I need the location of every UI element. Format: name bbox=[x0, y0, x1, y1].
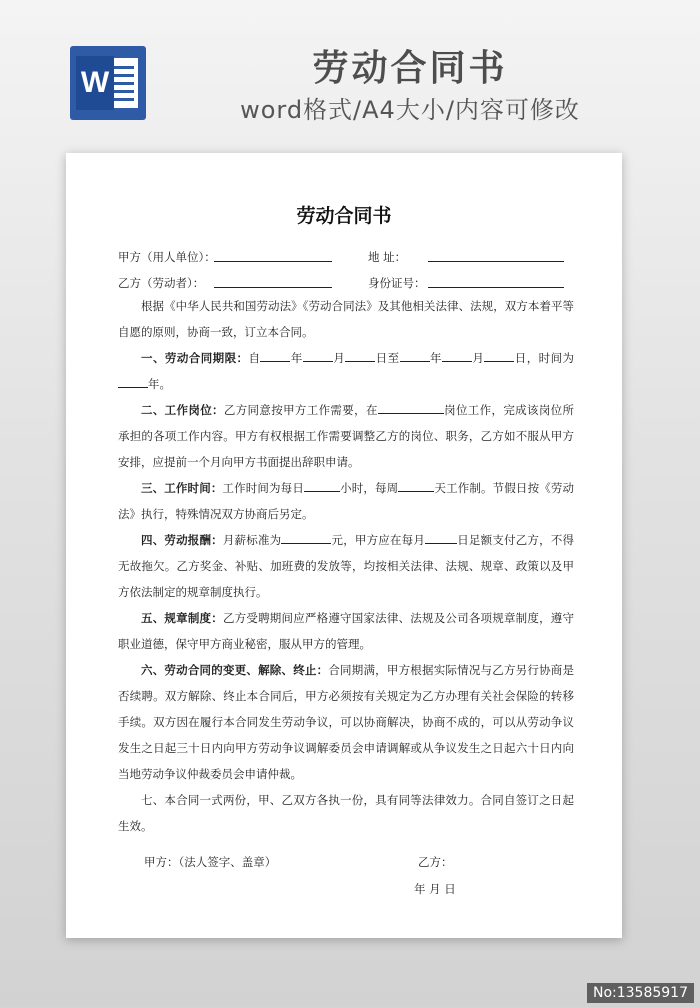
header-subtitle: word格式/A4大小/内容可修改 bbox=[240, 96, 580, 124]
party-b-label: 乙方（劳动者）： bbox=[118, 276, 205, 290]
signature-party-a: 甲方：（法人签字、盖章） bbox=[144, 855, 277, 869]
document-page bbox=[66, 153, 622, 938]
address-field[interactable] bbox=[428, 261, 564, 262]
svg-text:W: W bbox=[80, 66, 110, 99]
section-1-term: 一、劳动合同期限：自 年 月 日至 年 月 日，时间为年。 bbox=[118, 345, 574, 397]
party-b-field[interactable] bbox=[214, 287, 332, 288]
document-title: 劳动合同书 bbox=[296, 205, 392, 227]
image-id-badge: No:13585917 bbox=[587, 983, 694, 1003]
party-a-field[interactable] bbox=[214, 261, 332, 262]
signature-party-b: 乙方： bbox=[418, 855, 453, 869]
header-title: 劳动合同书 bbox=[312, 48, 508, 89]
section-4-pay: 四、劳动报酬：月薪标准为 元，甲方应在每月 日足额支付乙方，不得无故拖欠。乙方奖金、补贴、加班费的发放等，均按相关法律、法规、规章、政策以及甲方依法制定的规章制度执行。 bbox=[118, 533, 575, 599]
section-5-rules: 五、规章制度：乙方受聘期间应严格遵守国家法律、法规及公司各项规章制度，遵守职业道德，保守甲方商业秘密，服从甲方的管理。 bbox=[118, 611, 575, 651]
id-number-field[interactable] bbox=[428, 287, 564, 288]
address-label: 地 址： bbox=[368, 250, 407, 264]
id-label: 身份证号： bbox=[368, 276, 426, 290]
section-2-position: 二、工作岗位：乙方同意按甲方工作需要，在 岗位工作，完成该岗位所承担的各项工作内容。甲方有权根据工作需要调整乙方的岗位、职务，乙方如不服从甲方安排，应提前一个月向甲方书面提出辞职申请。 bbox=[118, 403, 575, 469]
intro-paragraph: 根据《中华人民共和国劳动法》《劳动合同法》及其他相关法律、法规，双方本着平等自愿的原则，协商一致，订立本合同。 bbox=[118, 299, 574, 339]
party-a-label: 甲方（用人单位）： bbox=[118, 250, 216, 264]
signature-date: 年 月 日 bbox=[414, 882, 456, 896]
section-7-copies: 七、本合同一式两份，甲、乙双方各执一份，具有同等法律效力。合同自签订之日起生效。 bbox=[118, 793, 574, 833]
section-6-change: 六、劳动合同的变更、解除、终止：合同期满，甲方根据实际情况与乙方另行协商是否续聘。双方解除、终止本合同后，甲方必须按有关规定为乙方办理有关社会保险的转移手续。双方因在履行本合同发生劳动争议，可以协商解决，协商不成的，可以从劳动争议发生之日起三十日内向甲方劳动争议调解委员会申请调解或从争议发生之日起六十日内向当地劳动争议仲裁委员会申请仲裁。 bbox=[118, 663, 575, 781]
section-3-hours: 三、工作时间：工作时间为每日 小时，每周 天工作制。节假日按《劳动法》执行，特殊情况双方协商后另定。 bbox=[118, 481, 574, 521]
word-document-icon bbox=[68, 42, 148, 122]
